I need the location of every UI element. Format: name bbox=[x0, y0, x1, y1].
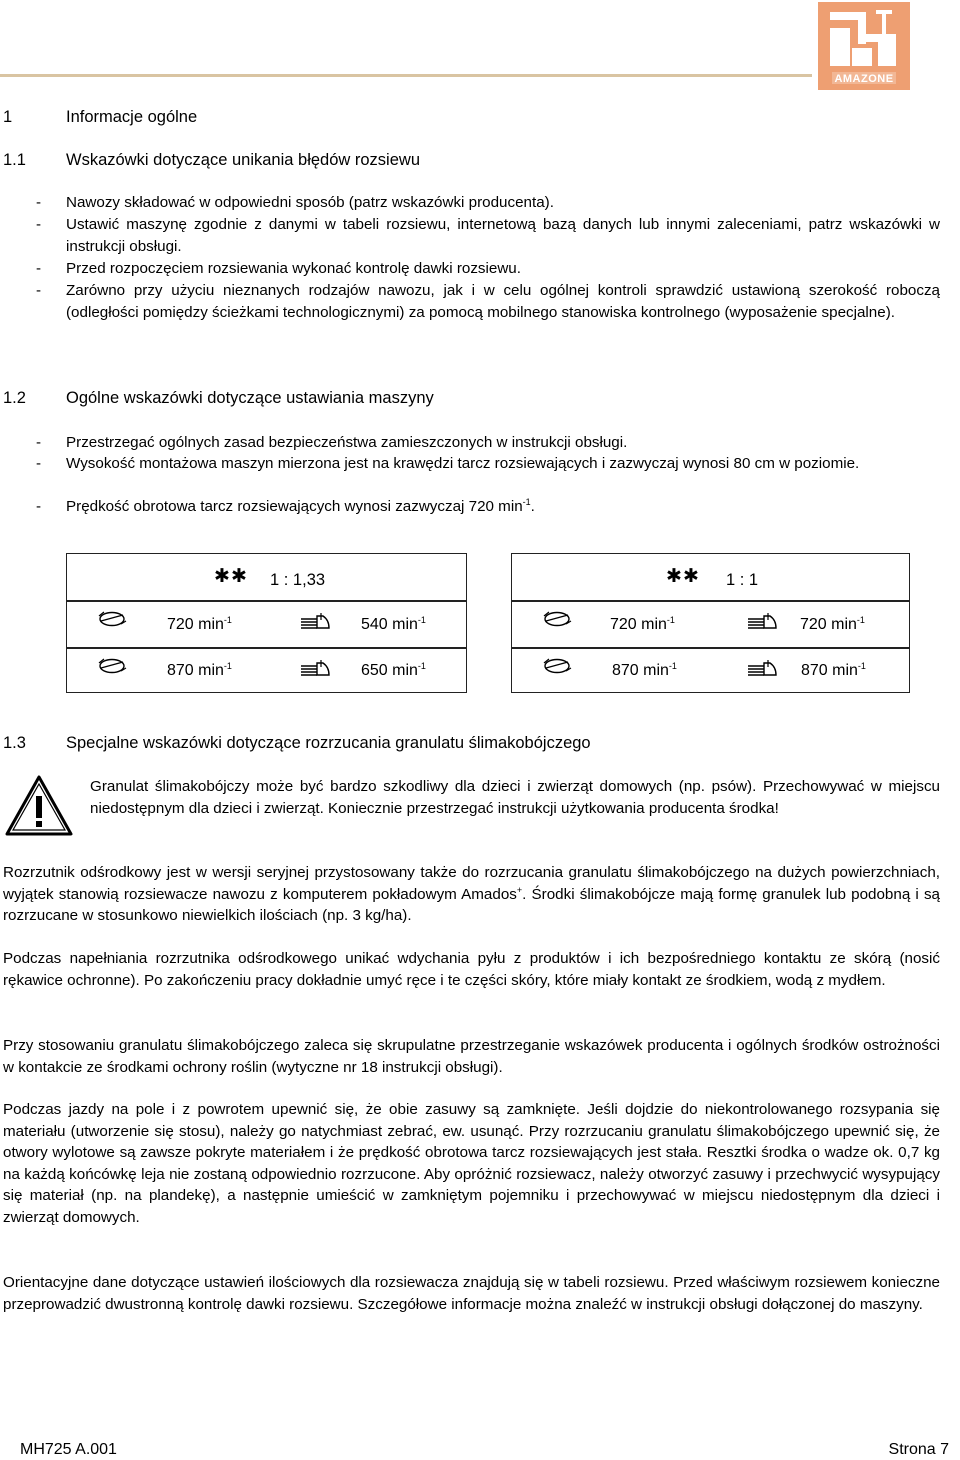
spreading-disc-icon bbox=[746, 659, 778, 679]
amazone-logo bbox=[818, 2, 910, 90]
pto-shaft-icon bbox=[542, 610, 574, 630]
gear-ratio: 1 : 1 bbox=[726, 571, 759, 589]
spreading-disc-icon bbox=[746, 612, 778, 632]
pto-shaft-icon bbox=[97, 657, 129, 677]
pto-shaft-icon bbox=[542, 657, 574, 677]
disc-speed: 720 $\min^{-1}$ bbox=[800, 615, 865, 633]
speed-table-2 bbox=[511, 553, 910, 693]
disc-speed: 870 $\min^{-1}$ bbox=[801, 661, 866, 679]
page-number: Strona 7 bbox=[888, 1441, 949, 1458]
spreading-disc-icon bbox=[299, 612, 331, 632]
paragraph: Podczas napełniania rozrzutnika odśrodkowego unikać wdychania pyłu z produktów i ich bezpośredniego kontaktu ze skórą (nosić rękawice ochronne). Po zakończeniu pracy dokładnie umyć ręce i te części skóry, które miały kontakt ze środkiem, wodą z mydłem. bbox=[3, 950, 940, 989]
header-rule bbox=[0, 74, 812, 77]
disc-speed: 650 $\min^{-1}$ bbox=[361, 661, 426, 679]
pto-speed: 720 $\min^{-1}$ bbox=[167, 615, 232, 633]
pto-speed: 870 $\min^{-1}$ bbox=[612, 661, 677, 679]
paragraph: Podczas jazdy na pole i z powrotem upewnić się, że obie zasuwy są zamknięte. Jeśli dojdzie do niekontrolowanego rozsypania się materiału (utworzenie się stosu), należy go natychmiast zebrać, ew. usunąć. Przy rozrzucaniu granulatu ślimakobójczego upewnić się, że otwory wylotowe są zawsze pokryte materiałem i że prędkość obrotowa tarcz rozsiewających jest stała. Resztki środka o wadze ok. 0,7 kg na każdą końcówkę leja nie zostaną odpowiednio rozrzucone. Aby opróżnić rozsiewacz, należy otworzyć zasuwy i przechwycić wysypujący się materiał (np. na plandekę), a następnie umieścić w zamkniętym pojemniku i przechowywać w miejscu niedostępnym dla dzieci i zwierząt domowych. bbox=[3, 1101, 940, 1226]
footer-rule bbox=[0, 1428, 960, 1429]
gear-ratio: 1 : 1,33 bbox=[270, 571, 326, 589]
speed-table-1 bbox=[66, 553, 467, 693]
pto-speed: 720 $\min^{-1}$ bbox=[610, 615, 675, 633]
spreading-disc-icon bbox=[299, 659, 331, 679]
pto-shaft-icon bbox=[97, 610, 129, 630]
logo-text: AMAZONE bbox=[834, 73, 894, 85]
paragraph: Rozrzutnik odśrodkowy jest w wersji seryjnej przystosowany także do rozrzucania granulatu ślimakobójczego na dużych powierzchniach, wyjątek stanowią rozsiewacze nawozu z komputerem pokładowym Amados+. Środki ślimakobójcze mają formę granulek lub podobną i są rozrzucane w stosunkowo niewielkich ilościach (np. 3 kg/ha). bbox=[3, 864, 940, 924]
warning-text: Granulat ślimakobójczy może być bardzo szkodliwy dla dzieci i zwierząt domowych (np. psów). Przechowywać w miejscu niedostępnym dla dzieci i zwierząt. Koniecznie przestrzegać instrukcji użytkowania producenta środka! bbox=[90, 778, 940, 817]
spreader-ratio-icon bbox=[214, 566, 252, 586]
paragraph: Przy stosowaniu granulatu ślimakobójczego zaleca się skrupulatne przestrzeganie wskazówek producenta i ogólnych środków ostrożności w kontakcie ze środkami ochrony roślin (wytyczne nr 18 instrukcji obsługi). bbox=[3, 1037, 940, 1076]
paragraph: Orientacyjne dane dotyczące ustawień ilościowych dla rozsiewacza znajdują się w tabeli rozsiewu. Przed właściwym rozsiewem konieczne przeprowadzić dwustronną kontrolę dawki rozsiewu. Szczegółowe informacje można znaleźć w instrukcji obsługi dołączonej do maszyny. bbox=[3, 1274, 940, 1313]
pto-speed: 870 $\min^{-1}$ bbox=[167, 661, 232, 679]
disc-speed: 540 $\min^{-1}$ bbox=[361, 615, 426, 633]
document-id: MH725 A.001 bbox=[20, 1441, 117, 1458]
warning-icon bbox=[4, 774, 74, 838]
spreader-ratio-icon bbox=[666, 566, 704, 586]
